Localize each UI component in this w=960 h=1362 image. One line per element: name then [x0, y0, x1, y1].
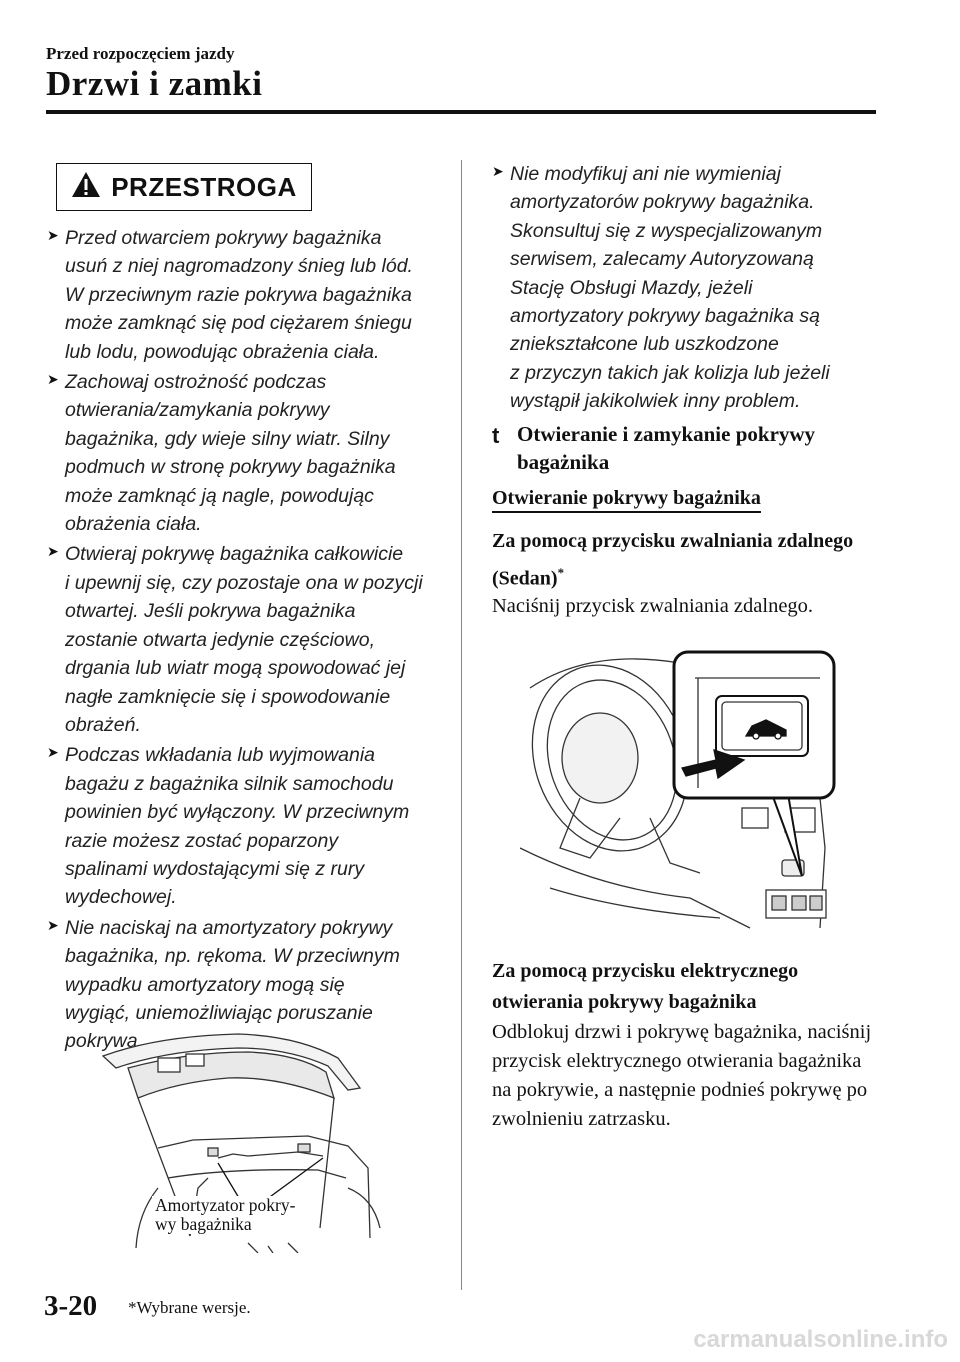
method2-title: Za pomocą przycisku elektrycznego otwierania pokrywy bagażnika [492, 960, 799, 1013]
caution-list-right [492, 160, 862, 418]
caution-item [47, 368, 447, 538]
arrow-bullet-icon: ➤ [47, 544, 59, 561]
caution-list-left [47, 224, 447, 1058]
caution-item [47, 224, 447, 366]
caution-item-text: Przed otwarciem pokrywy bagażnika usuń z niej nagromadzony śnieg lub lód. W przeciwnym razie pokrywa bagażnika może zamknąć się pod ciężarem śniegu lub lodu, powodując obrażenia ciała. [65, 227, 413, 363]
caution-item [47, 741, 447, 911]
remote-release-illustration [520, 648, 840, 930]
caution-item-text: Otwieraj pokrywę bagażnika całkowicie i upewnij się, czy pozostaje ona w pozycji otwartej. Jeśli pokrywa bagażnika zostanie otwarta jedynie częściowo, drgania lub wiatr mogą spowodować jej nagłe zamknięcie się i spowodowanie obrażeń. [65, 543, 423, 736]
caution-item-text: Nie modyfikuj ani nie wymieniaj amortyzatorów pokrywy bagażnika. Skonsultuj się z wyspecjalizowanym serwisem, zalecamy Autoryzowaną Stację Obsługi Mazdy, jeżeli amortyzatory pokrywy bagażnika są zniekształcone lub uszkodzone z przyczyn takich jak kolizja lub jeżeli wystąpił jakikolwiek inny problem. [510, 163, 830, 413]
arrow-bullet-icon: ➤ [47, 745, 59, 762]
page-number: 3-20 [44, 1290, 98, 1322]
arrow-bullet-icon: ➤ [47, 228, 59, 244]
method2-text: Odblokuj drzwi i pokrywę bagażnika, naciśnij przycisk elektrycznego otwierania bagażnika na pokrywie, a następnie podnieś pokrywę po zwolnieniu zatrzasku. [492, 1021, 872, 1130]
caution-item-text: Zachowaj ostrożność podczas otwierania/zamykania pokrywy bagażnika, gdy wieje silny wiatr. Silny podmuch w stronę pokrywy bagażnika może zamknąć ją nagle, powodując obrażenia ciała. [65, 371, 396, 536]
caution-item-text: Podczas wkładania lub wyjmowania bagażu z bagażnika silnik samochodu powinien być wyłączony. W przeciwnym razie możesz zostać poparzony spalinami wydostającymi się z rury wydechowej. [65, 744, 410, 909]
watermark: carmanualsonline.info [693, 1326, 948, 1353]
footnote-marker: * [557, 565, 565, 580]
arrow-bullet-icon: ➤ [47, 372, 59, 389]
method1-title: Za pomocą przycisku zwalniania zdalnego (Sedan) [492, 530, 854, 590]
caution-item [47, 540, 447, 739]
chapter-title: Drzwi i zamki [46, 64, 263, 103]
method1-heading [492, 526, 872, 595]
section-marker: t [492, 423, 500, 448]
caution-box [56, 163, 312, 211]
figure-label: Amortyzator pokry- wy bagażnika [152, 1196, 298, 1234]
caution-item [492, 160, 862, 416]
column-divider [461, 160, 462, 1290]
warning-triangle-icon [71, 171, 101, 203]
opening-subheading: Otwieranie pokrywy bagażnika [492, 487, 761, 513]
header-rule [46, 110, 876, 114]
arrow-bullet-icon: ➤ [492, 164, 504, 180]
method1-text: Naciśnij przycisk zwalniania zdalnego. [492, 595, 814, 617]
arrow-bullet-icon: ➤ [47, 917, 59, 934]
section-label: Przed rozpoczęciem jazdy [46, 44, 235, 63]
caution-item-text: Nie naciskaj na amortyzatory pokrywy bagażnika, np. rękoma. W przeciwnym wypadku amortyzatory mogą się wygiąć, uniemożliwiając poruszanie pokrywą. [65, 916, 400, 1053]
footnote: *Wybrane wersje. [128, 1298, 251, 1317]
subsection-title: Otwieranie i zamykanie pokrywy bagażnika [517, 422, 816, 474]
caution-title: PRZESTROGA [111, 171, 297, 202]
